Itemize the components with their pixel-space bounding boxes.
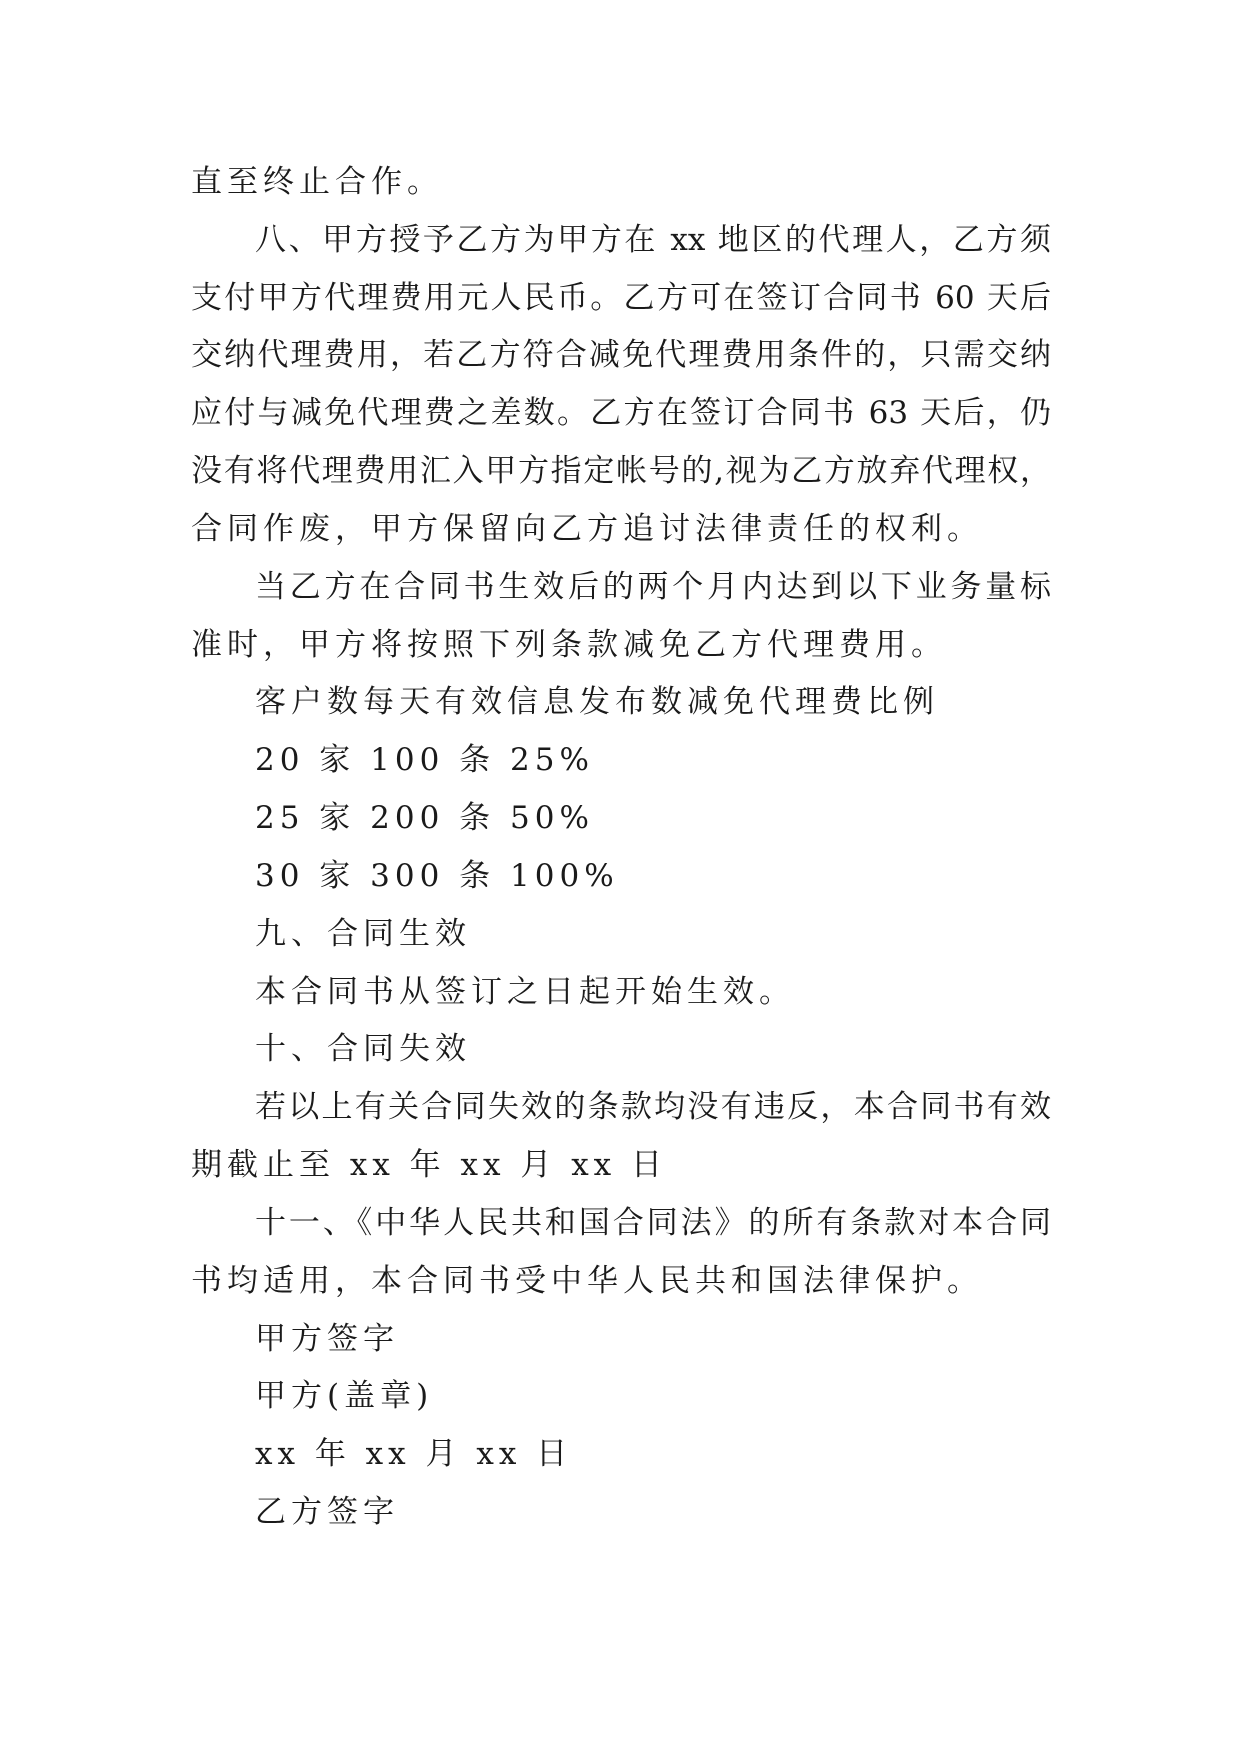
table-header-line: 客户数每天有效信息发布数减免代理费比例 [255, 684, 939, 720]
table-row-line: 25 家 200 条 50% [255, 800, 594, 836]
paragraph-line: 期截止至 xx 年 xx 月 xx 日 [191, 1147, 668, 1183]
section-heading: 九、合同生效 [255, 916, 471, 952]
paragraph-line: 合同作废，甲方保留向乙方追讨法律责任的权利。 [191, 511, 983, 547]
paragraph-line: 书均适用，本合同书受中华人民共和国法律保护。 [191, 1263, 983, 1299]
paragraph-line: 没有将代理费用汇入甲方指定帐号的,视为乙方放弃代理权， [191, 453, 1051, 489]
table-row-line: 30 家 300 条 100% [255, 858, 619, 894]
paragraph-line: 应付与减免代理费之差数。乙方在签订合同书 63 天后，仍 [191, 395, 1051, 431]
seal-label: 甲方(盖章) [255, 1378, 434, 1414]
paragraph-line: 直至终止合作。 [191, 164, 443, 200]
paragraph-line: 八、甲方授予乙方为甲方在 xx 地区的代理人，乙方须 [255, 222, 1051, 258]
signature-label: 乙方签字 [255, 1494, 399, 1530]
signature-label: 甲方签字 [255, 1321, 399, 1357]
paragraph-line: 交纳代理费用，若乙方符合减免代理费用条件的，只需交纳 [191, 337, 1051, 373]
paragraph-line: 支付甲方代理费用元人民币。乙方可在签订合同书 60 天后 [191, 280, 1051, 316]
paragraph-line: 十一、《中华人民共和国合同法》的所有条款对本合同 [255, 1205, 1051, 1241]
paragraph-line: 准时，甲方将按照下列条款减免乙方代理费用。 [191, 627, 947, 663]
paragraph-line: 当乙方在合同书生效后的两个月内达到以下业务量标 [255, 569, 1051, 605]
table-row-line: 20 家 100 条 25% [255, 742, 594, 778]
paragraph-line: 若以上有关合同失效的条款均没有违反，本合同书有效 [255, 1089, 1051, 1125]
section-heading: 十、合同失效 [255, 1031, 471, 1067]
paragraph-line: 本合同书从签订之日起开始生效。 [255, 974, 795, 1010]
date-line: xx 年 xx 月 xx 日 [255, 1436, 573, 1472]
